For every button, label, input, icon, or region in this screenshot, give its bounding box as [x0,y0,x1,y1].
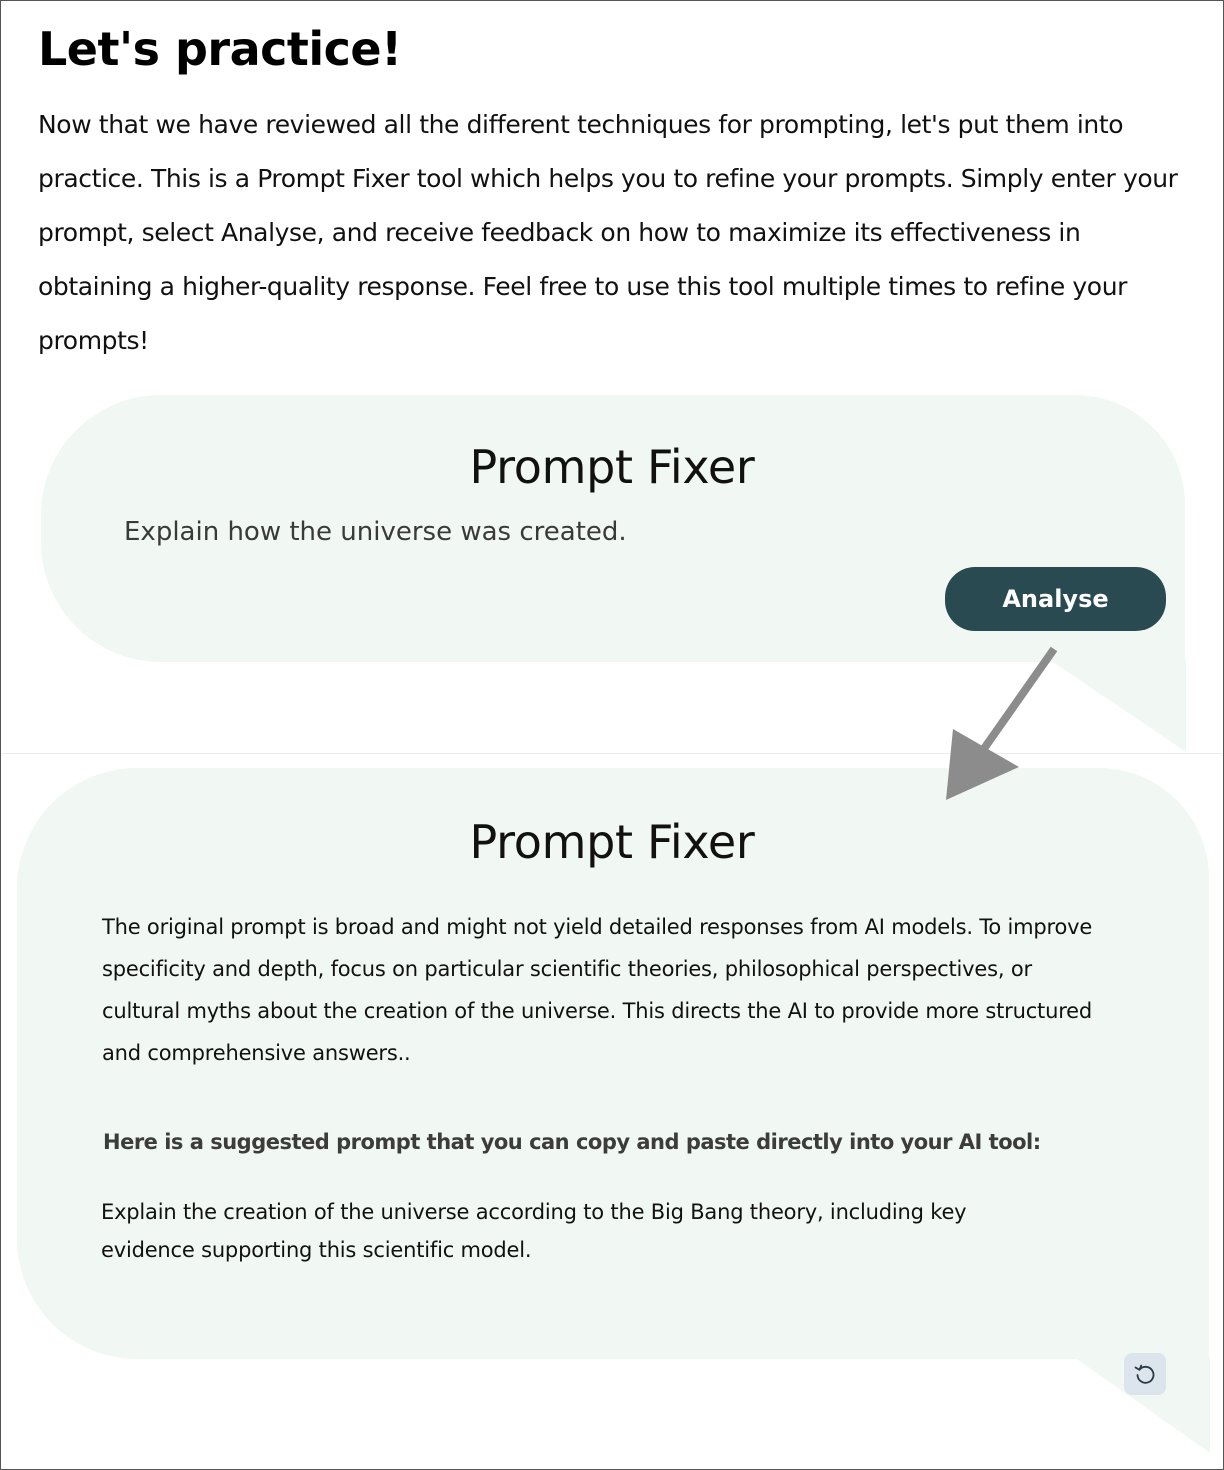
prompt-fixer-result-title: Prompt Fixer [469,815,755,869]
speech-bubble-tail [1050,660,1186,752]
suggestion-heading: Here is a suggested prompt that you can copy and paste directly into your AI tool: [103,1130,1041,1154]
intro-paragraph: Now that we have reviewed all the different techniques for prompting, let's put them into practice. This is a Prompt Fixer tool which helps you to refine your prompts. Simply enter your prompt, select Analyse, and receive feedback on how to maximize its effectiveness in obtaining a higher-quality response. Feel free to use this tool multiple times to refine your prompts! [38,110,1178,355]
prompt-fixer-title: Prompt Fixer [469,440,755,494]
reset-button[interactable] [1124,1353,1166,1395]
reset-icon [1132,1361,1158,1387]
arrow-icon [940,645,1065,805]
suggested-prompt: Explain the creation of the universe according to the Big Bang theory, including key evidence supporting this scientific model. [101,1200,967,1262]
feedback-text: The original prompt is broad and might not yield detailed responses from AI models. To improve specificity and depth, focus on particular scientific theories, philosophical perspectives, or cultural myths about the creation of the universe. This directs the AI to provide more structured and comprehensive answers.. [102,915,1093,1065]
analyse-button[interactable]: Analyse [945,567,1166,631]
page-title: Let's practice! [38,22,402,76]
prompt-input[interactable] [124,512,1024,552]
